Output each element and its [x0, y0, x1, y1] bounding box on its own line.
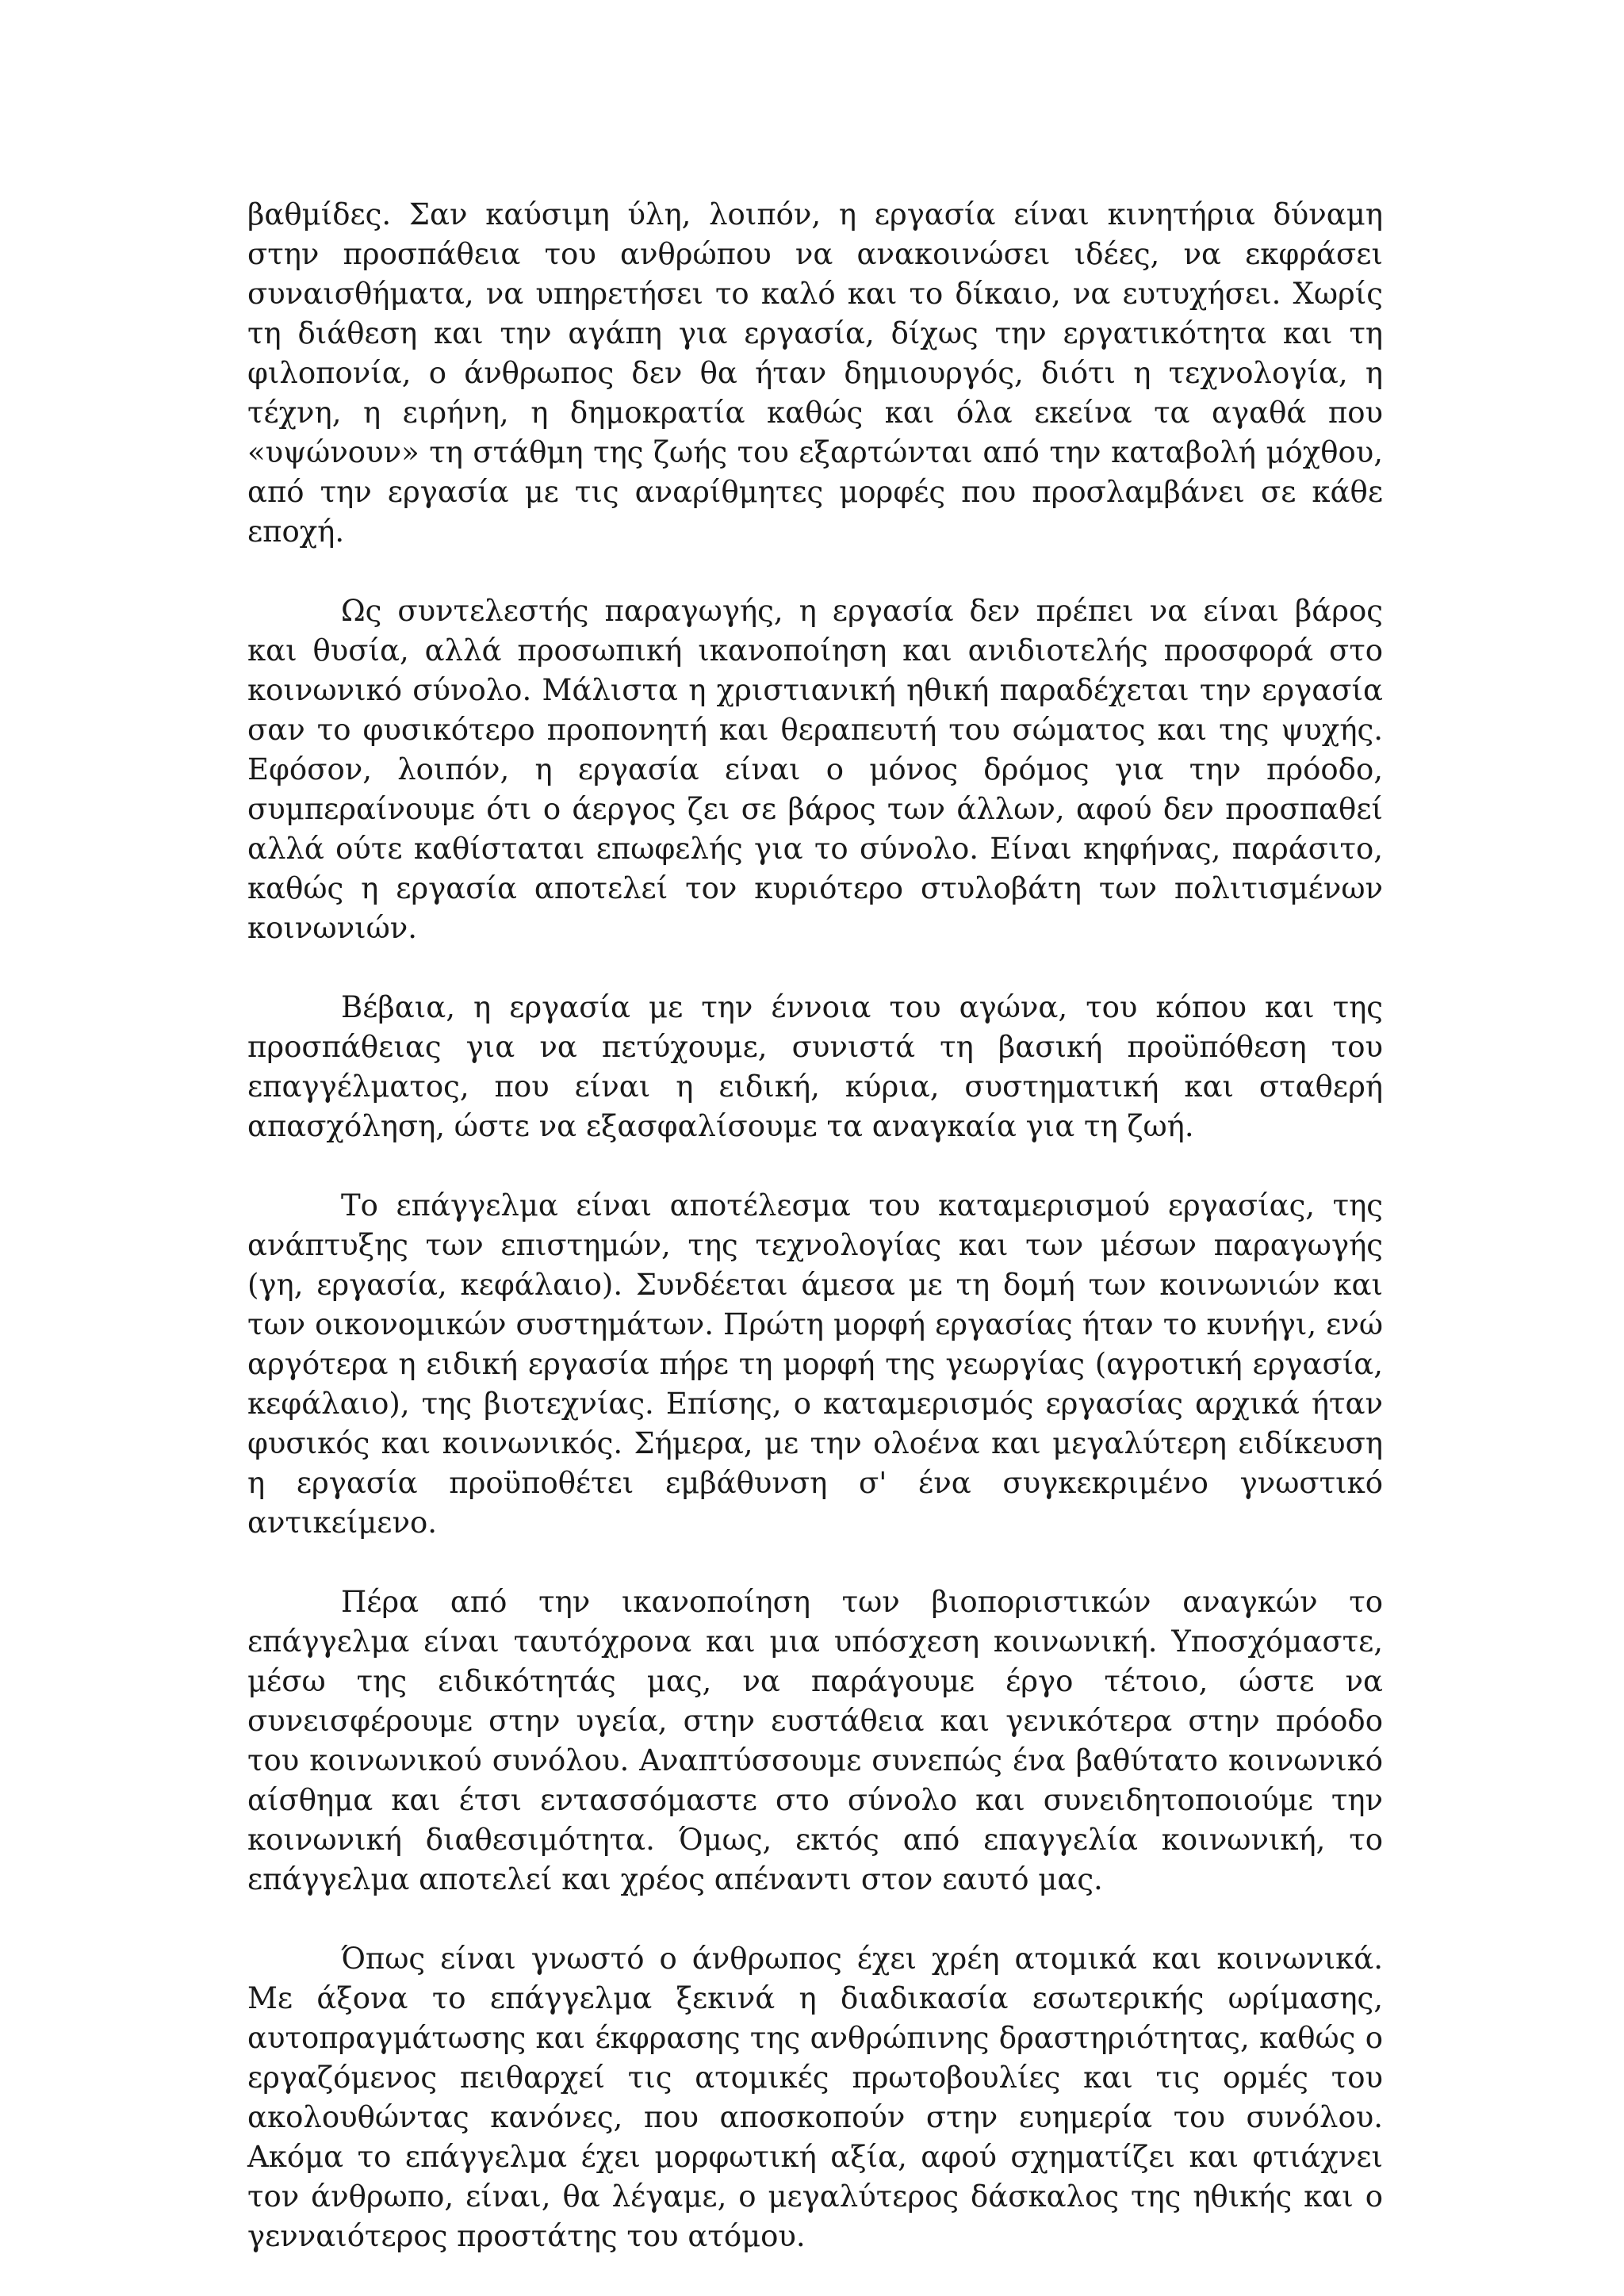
- paragraph-5: Πέρα από την ικανοποίηση των βιοποριστικών αναγκών το επάγγελμα είναι ταυτόχρονα και μια υπόσχεση κοινωνική. Υποσχόμαστε, μέσω της ειδικότητάς μας, να παράγουμε έργο τέτοιο, ώστε να συνεισφέρουμε στην υγεία, στην ευστάθεια και γενικότερα στην πρόοδο του κοινωνικού συνόλου. Αναπτύσσουμε συνεπώς ένα βαθύτατο κοινωνικό αίσθημα και έτσι εντασσόμαστε στο σύνολο και συνειδητοποιούμε την κοινωνική διαθεσιμότητα. Όμως, εκτός από επαγγελία κοινωνική, το επάγγελμα αποτελεί και χρέος απέναντι στον εαυτό μας.: [247, 1585, 1383, 1896]
- paragraph-2: Ως συντελεστής παραγωγής, η εργασία δεν πρέπει να είναι βάρος και θυσία, αλλά προσωπική ικανοποίηση και ανιδιοτελής προσφορά στο κοινωνικό σύνολο. Μάλιστα η χριστιανική ηθική παραδέχεται την εργασία σαν το φυσικότερο προπονητή και θεραπευτή του σώματος και της ψυχής. Εφόσον, λοιπόν, η εργασία είναι ο μόνος δρόμος για την πρόοδο, συμπεραίνουμε ότι ο άεργος ζει σε βάρος των άλλων, αφού δεν προσπαθεί αλλά ούτε καθίσταται επωφελής για το σύνολο. Είναι κηφήνας, παράσιτο, καθώς η εργασία αποτελεί τον κυριότερο στυλοβάτη των πολιτισμένων κοινωνιών.: [247, 594, 1383, 945]
- paragraph-3: Βέβαια, η εργασία με την έννοια του αγώνα, του κόπου και της προσπάθειας για να πετύχουμε, συνιστά τη βασική προϋπόθεση του επαγγέλματος, που είναι η ειδική, κύρια, συστηματική και σταθερή απασχόληση, ώστε να εξασφαλίσουμε τα αναγκαία για τη ζωή.: [247, 990, 1383, 1143]
- paragraph-1: βαθμίδες. Σαν καύσιμη ύλη, λοιπόν, η εργασία είναι κινητήρια δύναμη στην προσπάθεια του ανθρώπου να ανακοινώσει ιδέες, να εκφράσει συναισθήματα, να υπηρετήσει το καλό και το δίκαιο, να ευτυχήσει. Χωρίς τη διάθεση και την αγάπη για εργασία, δίχως την εργατικότητα και τη φιλοπονία, ο άνθρωπος δεν θα ήταν δημιουργός, διότι η τεχνολογία, η τέχνη, η ειρήνη, η δημοκρατία καθώς και όλα εκείνα τα αγαθά που «υψώνουν» τη στάθμη της ζωής του εξαρτώνται από την καταβολή μόχθου, από την εργασία με τις αναρίθμητες μορφές που προσλαμβάνει σε κάθε εποχή.: [247, 197, 1383, 549]
- paragraph-4: Το επάγγελμα είναι αποτέλεσμα του καταμερισμού εργασίας, της ανάπτυξης των επιστημών, της τεχνολογίας και των μέσων παραγωγής (γη, εργασία, κεφάλαιο). Συνδέεται άμεσα με τη δομή των κοινωνιών και των οικονομικών συστημάτων. Πρώτη μορφή εργασίας ήταν το κυνήγι, ενώ αργότερα η ειδική εργασία πήρε τη μορφή της γεωργίας (αγροτική εργασία, κεφάλαιο), της βιοτεχνίας. Επίσης, ο καταμερισμός εργασίας αρχικά ήταν φυσικός και κοινωνικός. Σήμερα, με την ολοένα και μεγαλύτερη ειδίκευση η εργασία προϋποθέτει εμβάθυνση σ' ένα συγκεκριμένο γνωστικό αντικείμενο.: [247, 1188, 1383, 1540]
- body-text: [247, 195, 1383, 2256]
- paragraph-6: Όπως είναι γνωστό ο άνθρωπος έχει χρέη ατομικά και κοινωνικά. Με άξονα το επάγγελμα ξεκινά η διαδικασία εσωτερικής ωρίμασης, αυτοπραγμάτωσης και έκφρασης της ανθρώπινης δραστηριότητας, καθώς ο εργαζόμενος πειθαρχεί τις ατομικές πρωτοβουλίες και τις ορμές του ακολουθώντας κανόνες, που αποσκοπούν στην ευημερία του συνόλου. Ακόμα το επάγγελμα έχει μορφωτική αξία, αφού σχηματίζει και φτιάχνει τον άνθρωπο, είναι, θα λέγαμε, ο μεγαλύτερος δάσκαλος της ηθικής και ο γενναιότερος προστάτης του ατόμου.: [247, 1942, 1383, 2253]
